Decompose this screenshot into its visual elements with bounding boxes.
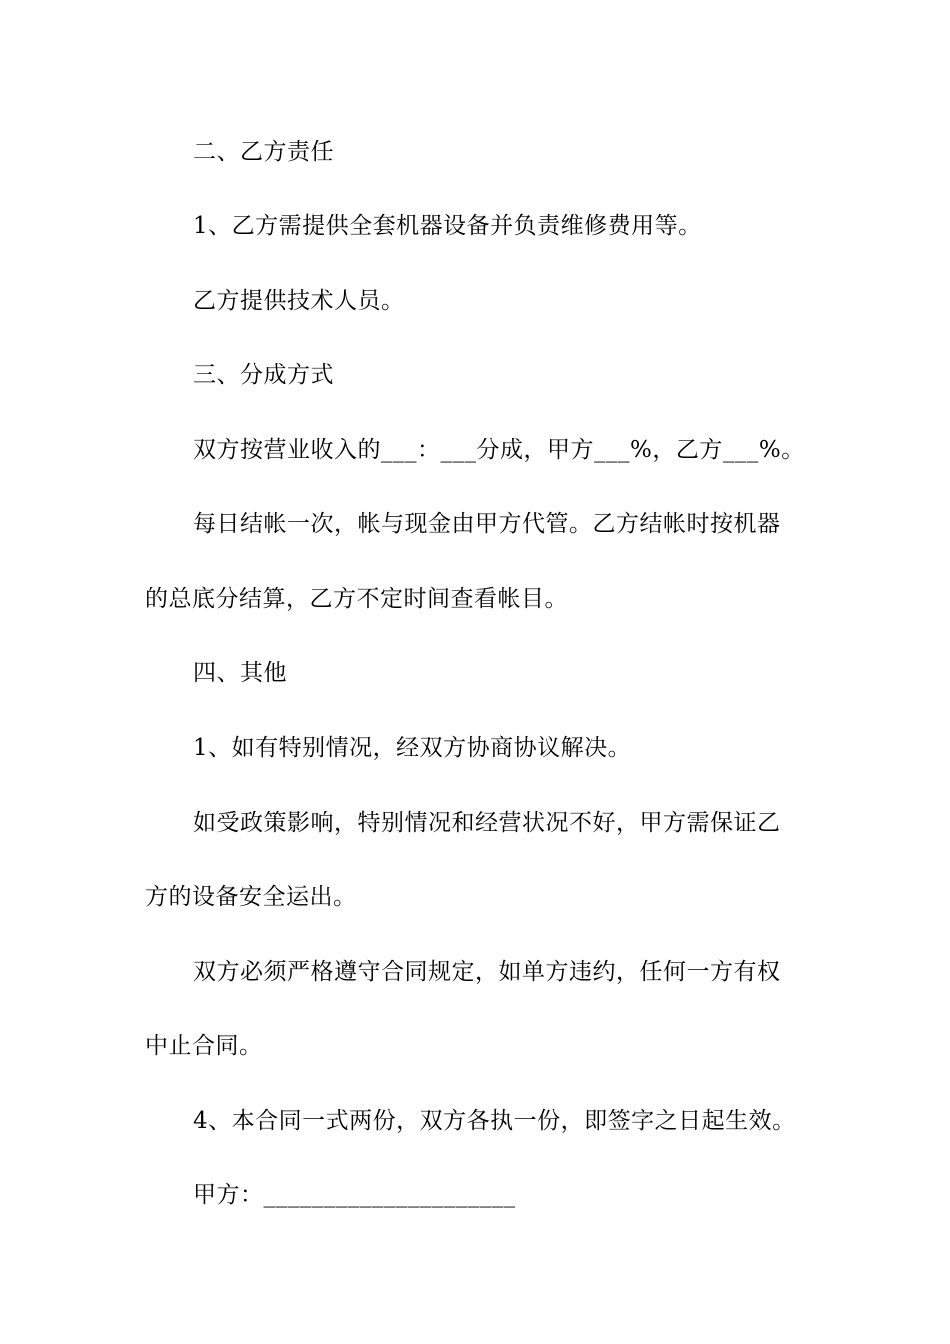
signature-party-a: 甲方：_____________________ xyxy=(193,1182,516,1208)
section-heading-other: 四、其他 xyxy=(193,660,287,686)
section-heading-profit-sharing: 三、分成方式 xyxy=(193,362,334,388)
paragraph-breach-line2: 中止合同。 xyxy=(145,1033,263,1059)
paragraph-revenue-split: 双方按营业收入的___：___分成，甲方___%，乙方___%。 xyxy=(193,437,805,463)
paragraph-policy-impact-line2: 方的设备安全运出。 xyxy=(145,884,357,910)
section-heading-party-b-responsibility: 二、乙方责任 xyxy=(193,139,334,165)
paragraph-daily-settlement-line2: 的总底分结算，乙方不定时间查看帐目。 xyxy=(145,586,568,612)
paragraph-equipment: 1、乙方需提供全套机器设备并负责维修费用等。 xyxy=(193,213,702,239)
paragraph-policy-impact-line1: 如受政策影响，特别情况和经营状况不好，甲方需保证乙 xyxy=(193,810,781,836)
paragraph-technicians: 乙方提供技术人员。 xyxy=(193,288,405,314)
paragraph-daily-settlement-line1: 每日结帐一次，帐与现金由甲方代管。乙方结帐时按机器 xyxy=(193,511,781,537)
paragraph-breach-line1: 双方必须严格遵守合同规定，如单方违约，任何一方有权 xyxy=(193,959,781,985)
paragraph-copies-effective: 4、本合同一式两份，双方各执一份，即签字之日起生效。 xyxy=(193,1108,796,1134)
paragraph-special-circumstances: 1、如有特别情况，经双方协商协议解决。 xyxy=(193,735,632,761)
